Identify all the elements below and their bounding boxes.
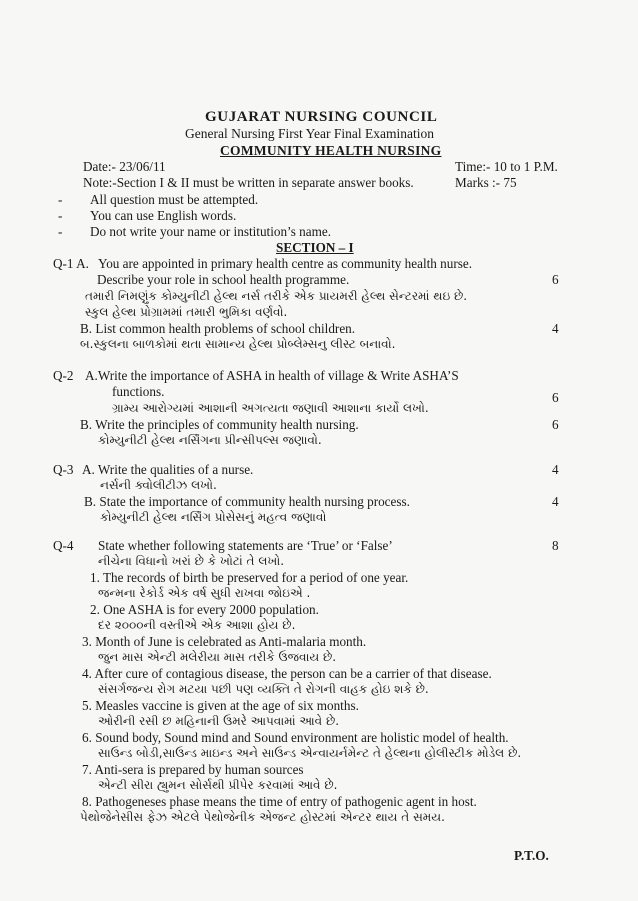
q4-item-6-gujarati: સાઉન્ડ બોડી,સાઉન્ડ માઇન્ડ અને સાઉન્ડ એન્વાયર્નમેન્ટ તે હેલ્થના હોલીસ્ટીક મોડેલ છે. <box>98 746 522 760</box>
q1a-text-line1: You are appointed in primary health centre as community health nurse. <box>98 256 473 271</box>
subject-title: COMMUNITY HEALTH NURSING <box>220 143 442 158</box>
q3b-marks: 4 <box>552 494 559 509</box>
q4-item-3-gujarati: જુન માસ એન્ટી મલેરીયા માસ તરીકે ઉજવાય છે. <box>98 650 337 664</box>
q4-label: Q-4 <box>53 538 74 553</box>
exam-date: Date:- 23/06/11 <box>83 159 166 174</box>
q4-item-2-gujarati: દર ૨૦૦૦ની વસ્તીએ એક આશા હોય છે. <box>98 618 296 632</box>
q2a-text-line2: functions. <box>112 384 165 399</box>
q4-item-7-gujarati: એન્ટી સીરા હ્યુમન સોર્સથી પ્રીપેર કરવામાં આવે છે. <box>98 778 338 792</box>
q4-item-8-gujarati: પેથોજેનેસીસ ફેઝ એટલે પેથોજેનીક એજન્ટ હોસ્ટમાં એન્ટર થાય તે સમય. <box>80 810 445 824</box>
q2b-marks: 6 <box>552 417 559 432</box>
q1b-marks: 4 <box>552 321 559 336</box>
q3a-gujarati: નર્સની ક્વોલીટીઝ લખો. <box>100 478 217 492</box>
q2a-gujarati: ગ્રામ્ય આરોગ્યમાં આશાની અગત્યતા જણાવી આશાના કાર્યો લખો. <box>112 401 429 415</box>
section-heading: SECTION – I <box>276 240 354 255</box>
q4-item-2: 2. One ASHA is for every 2000 population. <box>90 602 319 617</box>
q2b-text: B. Write the principles of community health nursing. <box>80 417 359 432</box>
section-note: Note:-Section I & II must be written in separate answer books. <box>83 175 414 190</box>
q4-intro-gujarati: નીચેના વિધાનો ખરાં છે કે ખોટાં તે લખો. <box>98 554 285 568</box>
q4-item-1-gujarati: જન્મના રેકોર્ડ એક વર્ષ સુધી રાખવા જોઇએ . <box>98 586 311 600</box>
instruction-bullet: - <box>58 224 63 239</box>
q4-item-1: 1. The records of birth be preserved for a period of one year. <box>90 570 409 585</box>
instruction-1: All question must be attempted. <box>90 192 259 207</box>
instruction-2: You can use English words. <box>90 208 237 223</box>
q1a-gujarati-line2: સ્કુલ હેલ્થ પ્રોગ્રામમાં તમારી ભુમિકા વર્ણવો. <box>85 305 288 319</box>
q4-item-4-gujarati: સંસર્ગજન્ય રોગ મટયા પછી પણ વ્યક્તિ તે રોગની વાહક હોઇ શકે છે. <box>98 682 429 696</box>
q3b-text: B. State the importance of community health nursing process. <box>84 494 410 509</box>
q1b-text: B. List common health problems of school children. <box>80 321 356 336</box>
q4-item-5: 5. Measles vaccine is given at the age of six months. <box>82 698 359 713</box>
q2b-gujarati: કોમ્યુનીટી હેલ્થ નર્સિંગના પ્રીન્સીપલ્સ જણાવો. <box>98 433 322 447</box>
q3a-marks: 4 <box>552 462 559 477</box>
q4-item-6: 6. Sound body, Sound mind and Sound environment are holistic model of health. <box>82 730 509 745</box>
council-title: GUJARAT NURSING COUNCIL <box>205 109 438 125</box>
q1-label: Q-1 A. <box>53 256 89 271</box>
q1b-gujarati: બ.સ્કુલના બાળકોમાં થતા સામાન્ય હેલ્થ પ્રોબ્લેમ્સનુ લીસ્ટ બનાવો. <box>80 337 396 351</box>
q3a-text: A. Write the qualities of a nurse. <box>82 462 254 477</box>
q1a-gujarati-line1: તમારી નિમણુંક કોમ્યુનીટી હેલ્થ નર્સ તરીકે એક પ્રાયમરી હેલ્થ સેન્ટરમાં થઇ છે. <box>85 289 468 303</box>
instruction-bullet: - <box>58 208 63 223</box>
q2a-text-line1: A.Write the importance of ASHA in health of village & Write ASHA’S <box>85 368 459 383</box>
pto-label: P.T.O. <box>514 848 549 863</box>
q4-item-4: 4. After cure of contagious disease, the person can be a carrier of that disease. <box>82 666 492 681</box>
q4-marks: 8 <box>552 538 559 553</box>
q3-label: Q-3 <box>53 462 74 477</box>
q4-item-3: 3. Month of June is celebrated as Anti-malaria month. <box>82 634 367 649</box>
q4-item-5-gujarati: ઓરીની રસી છ મહિનાની ઉમરે આપવામાં આવે છે. <box>98 714 340 728</box>
q4-item-7: 7. Anti-sera is prepared by human sources <box>82 762 304 777</box>
q1a-marks: 6 <box>552 272 559 287</box>
exam-title: General Nursing First Year Final Examination <box>185 126 434 141</box>
total-marks: Marks :- 75 <box>455 175 517 190</box>
q4-item-8: 8. Pathogeneses phase means the time of entry of pathogenic agent in host. <box>82 794 477 809</box>
instruction-3: Do not write your name or institution’s name. <box>90 224 331 239</box>
q3b-gujarati: કોમ્યુનીટી હેલ્થ નર્સિંગ પ્રોસેસનું મહત્વ જણાવો <box>100 510 327 524</box>
instruction-bullet: - <box>58 192 63 207</box>
exam-time: Time:- 10 to 1 P.M. <box>455 159 558 174</box>
q4-intro: State whether following statements are ‘True’ or ‘False’ <box>98 538 393 553</box>
q2-label: Q-2 <box>53 368 74 383</box>
q1a-text-line2: Describe your role in school health programme. <box>97 272 350 287</box>
q2a-marks: 6 <box>552 390 559 405</box>
